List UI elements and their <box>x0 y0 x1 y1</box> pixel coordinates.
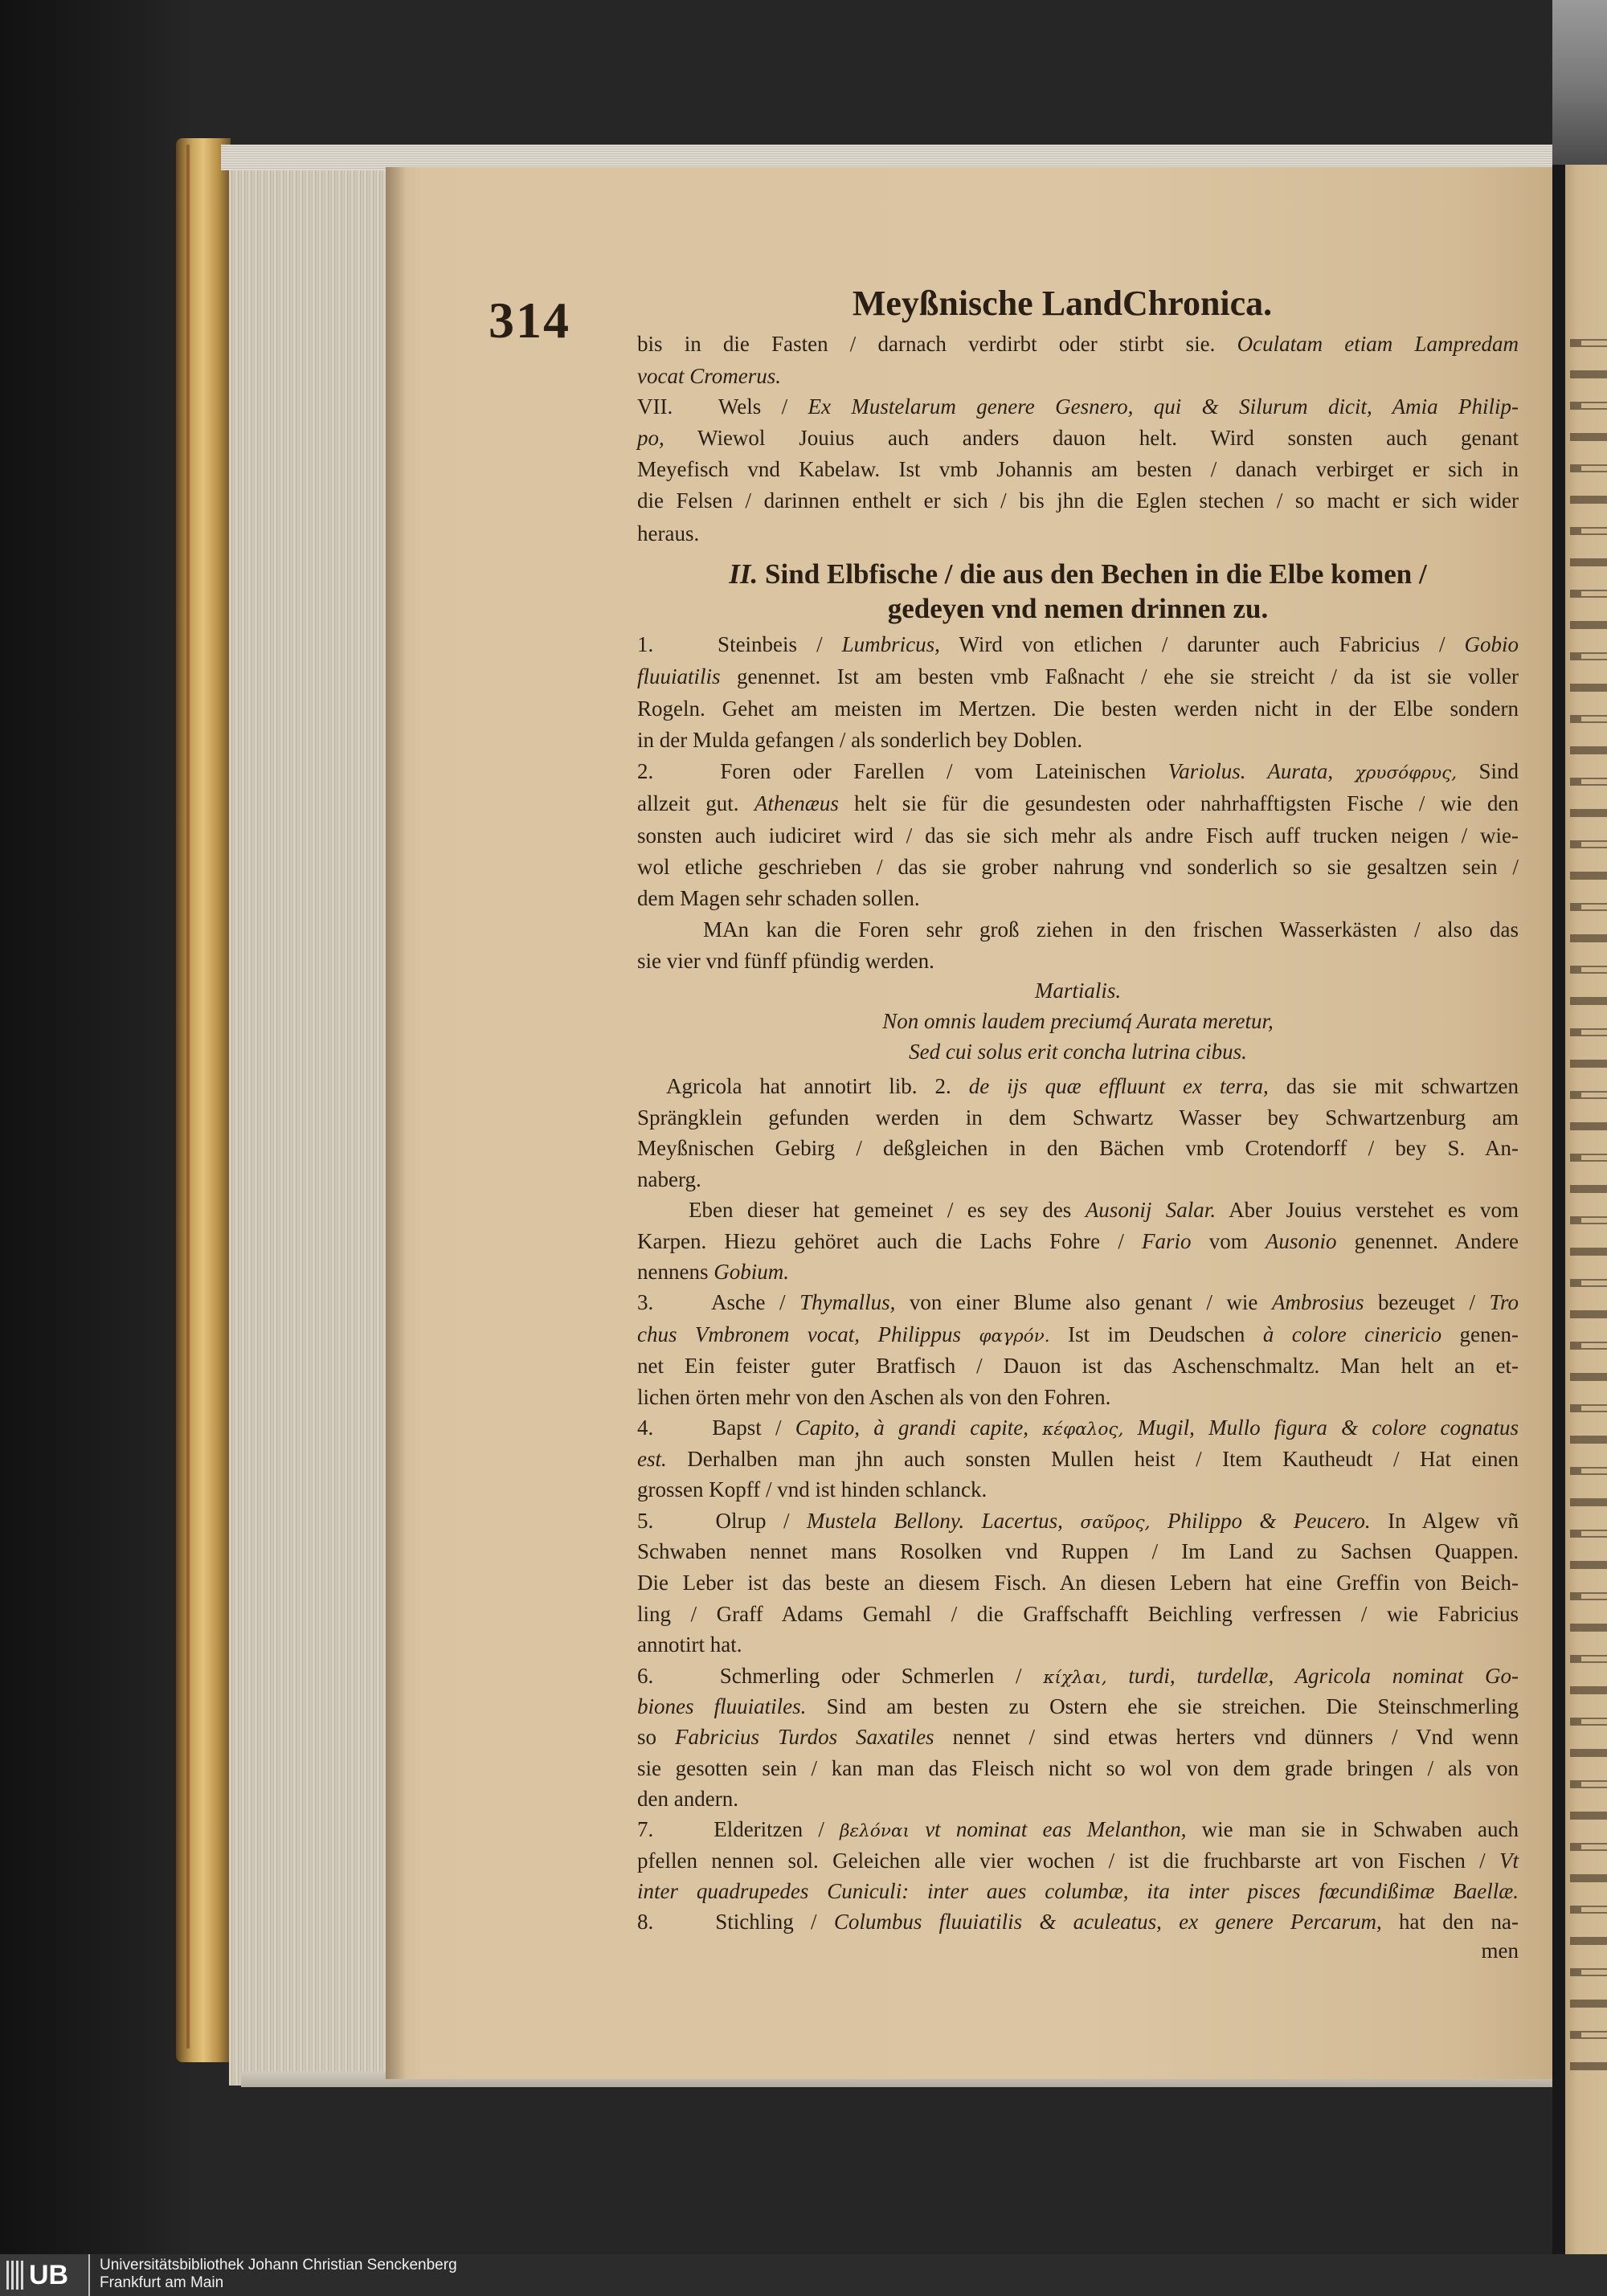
german-text: sonsten auch iudiciret wird / das sie sich mehr als andre Fisch auff trucken neigen / wie- <box>637 823 1519 848</box>
german-text: hat den na- <box>1399 1910 1519 1934</box>
german-text: MAn kan die Foren sehr groß ziehen in den frischen Wasserkästen / also das <box>703 917 1519 942</box>
german-text: Meyßnischen Gebirg / deßgleichen in den Bächen vmb Crotendorff / bey S. An- <box>637 1136 1519 1160</box>
text-line <box>637 1599 1519 1629</box>
text-line <box>637 852 1519 882</box>
latin-text: de ijs quæ effluunt ex terra, <box>968 1074 1269 1098</box>
german-text: sie gesotten sein / kan man das Fleisch nicht so wol von dem grade bringen / als von <box>637 1756 1519 1780</box>
latin-text: Fario <box>1142 1229 1192 1253</box>
text-line <box>637 454 1519 484</box>
german-text: Sind am besten zu Ostern ehe sie streichen. Die Steinschmerling <box>826 1694 1519 1718</box>
latin-text: po, <box>637 426 664 450</box>
latin-text: inter quadrupedes Cuniculi: inter aues columbæ, ita inter pisces fœcundißimæ Baellæ. <box>637 1879 1519 1903</box>
german-text: net Ein feister guter Bratfisch / Dauon ist das Aschenschmaltz. Man helt an et- <box>637 1354 1519 1378</box>
german-text: genennet. Andere <box>1354 1229 1519 1253</box>
latin-text: Philippo & Peucero. <box>1167 1509 1371 1533</box>
text-line <box>637 1935 1519 1966</box>
german-text: Karpen. Hiezu gehöret auch die Lachs Fohre / <box>637 1229 1124 1253</box>
german-text: In Algew vñ <box>1388 1509 1519 1533</box>
german-text: in der Mulda gefangen / als sonderlich bey Doblen. <box>637 728 1083 752</box>
german-text: naberg. <box>637 1167 701 1191</box>
german-text: von einer Blume also genant / wie <box>909 1290 1258 1314</box>
item-number: 6. <box>637 1664 654 1688</box>
footer-bar <box>0 2254 1607 2296</box>
logo-text: UB <box>29 2260 69 2290</box>
gutter-shadow <box>386 167 407 2079</box>
text-line <box>637 1691 1519 1722</box>
text-line <box>637 661 1519 692</box>
german-text: dem Magen sehr schaden sollen. <box>637 886 920 910</box>
text-line <box>637 946 1519 976</box>
text-line <box>637 788 1519 819</box>
text-line <box>637 1256 1519 1287</box>
text-line <box>637 914 1519 945</box>
german-text: helt sie für die gesundesten oder nahrhafftigsten Fische / wie den <box>854 791 1519 815</box>
german-text: Bapst / <box>712 1416 782 1440</box>
text-line <box>637 1474 1519 1505</box>
text-line <box>637 1226 1519 1256</box>
german-text: wol etliche geschrieben / das sie grober nahrung vnd sonderlich so sie gesaltzen sein / <box>637 855 1519 879</box>
greek-text: κίχλαι, <box>1043 1668 1107 1688</box>
german-text: grossen Kopff / vnd ist hinden schlanck. <box>637 1477 988 1501</box>
german-text: Elderitzen / <box>714 1817 824 1841</box>
text-line <box>637 1195 1519 1225</box>
text-line <box>637 391 1519 422</box>
latin-text: biones fluuiatiles. <box>637 1694 807 1718</box>
item-number: 5. <box>637 1509 654 1533</box>
german-text: Schwaben nennet mans Rosolken vnd Ruppen / Im Land zu Sachsen Quappen. <box>637 1539 1519 1563</box>
text-line <box>637 883 1519 913</box>
text-line <box>637 1783 1519 1814</box>
footer-text <box>100 2257 742 2294</box>
german-text: genennet. Ist am besten vmb Faßnacht / ehe sie streicht / da ist sie voller <box>737 664 1519 688</box>
latin-text: vt nominat eas Melanthon, <box>925 1817 1187 1841</box>
german-text: genen- <box>1459 1322 1519 1346</box>
text-line <box>637 1906 1519 1937</box>
text-line <box>637 693 1519 724</box>
latin-text: Ambrosius <box>1271 1290 1364 1314</box>
text-line <box>637 725 1519 755</box>
item-number: 7. <box>637 1817 654 1841</box>
latin-text: turdi, turdellæ, Agricola nominat Go- <box>1128 1664 1519 1688</box>
text-line <box>637 1036 1519 1067</box>
scan-background-top-right <box>1552 0 1607 165</box>
latin-text: Oculatam etiam Lampredam <box>1237 332 1519 356</box>
german-text: den andern. <box>637 1787 738 1811</box>
book-cover-edge <box>176 138 231 2062</box>
text-line <box>637 1164 1519 1195</box>
text-line <box>637 629 1519 660</box>
german-text: bis in die Fasten / darnach verdirbt oder stirbt sie. <box>637 332 1216 356</box>
latin-text: Gobio <box>1464 632 1519 656</box>
latin-text: Sed cui solus erit concha lutrina cibus. <box>909 1040 1247 1064</box>
greek-text: σαῦρος, <box>1080 1513 1151 1533</box>
latin-text: Tro <box>1489 1290 1519 1314</box>
latin-text: Mustela Bellony. Lacertus, <box>806 1509 1063 1533</box>
page-gap <box>1552 165 1565 2254</box>
logo-mark-icon <box>6 2261 24 2290</box>
german-text: ling / Graff Adams Gemahl / die Graffschafft Beichling verfressen / wie Fabricius <box>637 1602 1519 1626</box>
german-text: Schmerling oder Schmerlen / <box>719 1664 1022 1688</box>
text-line <box>637 329 1519 359</box>
german-text: sie vier vnd fünff pfündig werden. <box>637 949 934 973</box>
section-heading-line <box>637 556 1519 593</box>
text-line <box>637 1071 1519 1101</box>
latin-text: Athenæus <box>754 791 839 815</box>
german-text: gedeyen vnd nemen drinnen zu. <box>887 593 1269 624</box>
text-line <box>637 485 1519 516</box>
german-text: bezeuget / <box>1378 1290 1475 1314</box>
latin-text: à colore cinericio <box>1262 1322 1442 1346</box>
latin-text: chus Vmbronem vocat, Philippus <box>637 1322 961 1346</box>
german-text: Wels / <box>718 394 788 419</box>
german-text: Asche / <box>711 1290 786 1314</box>
library-logo <box>0 2254 90 2296</box>
german-text: lichen örten mehr von den Aschen als von den Fohren. <box>637 1385 1111 1409</box>
text-line <box>637 361 1519 391</box>
cover-headband <box>186 145 190 2049</box>
latin-text: II. <box>729 558 759 590</box>
german-text: Aber Jouius verstehet es vom <box>1229 1198 1519 1222</box>
german-text: pfellen nennen sol. Geleichen alle vier wochen / ist die fruchbarste art von Fischen / <box>637 1849 1486 1873</box>
page-number: 314 <box>489 292 570 349</box>
text-line <box>637 1876 1519 1906</box>
latin-text: Mugil, Mullo figura & colore cognatus <box>1137 1416 1519 1440</box>
german-text: Ist im Deudschen <box>1068 1322 1245 1346</box>
item-number: 3. <box>637 1290 654 1314</box>
text-line <box>637 1753 1519 1783</box>
german-text: Eben dieser hat gemeinet / es sey des <box>689 1198 1072 1222</box>
text-line <box>637 756 1519 786</box>
item-number: 4. <box>637 1416 654 1440</box>
latin-text: Non omnis laudem preciumq́ Aurata meretur, <box>882 1009 1274 1033</box>
institution-city: Frankfurt am Main <box>100 2274 224 2291</box>
scan-background-left <box>0 0 193 2254</box>
german-text: heraus. <box>637 521 700 545</box>
text-line <box>637 1536 1519 1567</box>
german-text: Meyefisch vnd Kabelaw. Ist vmb Johannis am besten / danach verbirget er sich in <box>637 457 1519 481</box>
german-text: Sind Elbfische / die aus den Bechen in die Elbe komen / <box>765 558 1427 590</box>
greek-text: κέφαλος, <box>1042 1420 1124 1440</box>
latin-text: Thymallus, <box>799 1290 896 1314</box>
item-number: 2. <box>637 759 654 783</box>
latin-text: Lumbricus, <box>841 632 940 656</box>
latin-text: Vt <box>1499 1849 1519 1873</box>
german-text: annotirt hat. <box>637 1632 742 1657</box>
running-head: Meyßnische LandChronica. <box>852 284 1273 323</box>
section-heading-line <box>637 590 1519 627</box>
greek-text: βελόναι <box>840 1821 910 1841</box>
latin-text: fluuiatilis <box>637 664 721 688</box>
german-text: Derhalben man jhn auch sonsten Mullen heist / Item Kautheudt / Hat einen <box>687 1447 1519 1471</box>
german-text: Sprängklein gefunden werden in dem Schwartz Wasser bey Schwartzenburg am <box>637 1105 1519 1130</box>
page-block-edge <box>229 151 388 2086</box>
german-text: nennet / sind etwas herters vnd dünners / Vnd wenn <box>952 1725 1519 1749</box>
text-line <box>637 1444 1519 1474</box>
german-text: Rogeln. Gehet am meisten im Mertzen. Die besten werden nicht in der Elbe sondern <box>637 697 1519 721</box>
german-text: Wiewol Jouius auch anders dauon helt. Wird sonsten auch genant <box>697 426 1519 450</box>
german-text: vom <box>1208 1229 1248 1253</box>
german-text: allzeit gut. <box>637 791 739 815</box>
item-number: VII. <box>637 394 673 419</box>
german-text: die Felsen / darinnen enthelt er sich / bis jhn die Eglen stechen / so macht er sich wider <box>637 488 1519 513</box>
institution-name: Universitätsbibliothek Johann Christian Senckenberg <box>100 2257 457 2274</box>
latin-text: Ausonij Salar. <box>1085 1198 1216 1222</box>
text-line <box>637 1567 1519 1598</box>
german-text: Steinbeis / <box>718 632 823 656</box>
text-line <box>637 1505 1519 1536</box>
text-line <box>637 1629 1519 1660</box>
text-line <box>637 1661 1519 1691</box>
german-text: das sie mit schwartzen <box>1286 1074 1519 1098</box>
german-text: Wird von etlichen / darunter auch Fabricius / <box>959 632 1445 656</box>
text-line <box>637 1319 1519 1350</box>
text-line <box>637 1382 1519 1412</box>
text-line <box>637 1412 1519 1443</box>
item-number: 1. <box>637 632 654 656</box>
latin-text: vocat Cromerus. <box>637 364 781 388</box>
text-line <box>637 1845 1519 1876</box>
adjacent-page-text-gaps <box>1581 329 1607 2089</box>
text-line <box>637 820 1519 851</box>
text-line <box>637 1133 1519 1163</box>
latin-text: Martialis. <box>1034 978 1122 1003</box>
greek-text: χρυσόφρυς, <box>1355 763 1458 783</box>
latin-text: Gobium. <box>714 1260 789 1284</box>
text-line <box>637 518 1519 549</box>
german-text: Agricola hat annotirt lib. 2. <box>666 1074 951 1098</box>
item-number: 8. <box>637 1910 654 1934</box>
latin-text: Variolus. Aurata, <box>1167 759 1334 783</box>
german-text: so <box>637 1725 657 1749</box>
german-text: men <box>1481 1939 1519 1963</box>
text-line <box>637 1350 1519 1381</box>
latin-text: est. <box>637 1447 667 1471</box>
latin-text: Ausonio <box>1265 1229 1337 1253</box>
text-line <box>637 1814 1519 1845</box>
text-line <box>637 423 1519 453</box>
latin-text: Capito, à grandi capite, <box>795 1416 1028 1440</box>
latin-text: Fabricius Turdos Saxatiles <box>675 1725 934 1749</box>
text-line <box>637 1102 1519 1133</box>
german-text: nennens <box>637 1260 709 1284</box>
german-text: Stichling / <box>715 1910 817 1934</box>
german-text: Sind <box>1478 759 1519 783</box>
german-text: Foren oder Farellen / vom Lateinischen <box>720 759 1147 783</box>
german-text: Olrup / <box>715 1509 790 1533</box>
adjacent-page-edge <box>1565 165 1607 2254</box>
german-text: Die Leber ist das beste an diesem Fisch. An diesen Lebern hat eine Greffin von Beich- <box>637 1571 1519 1595</box>
text-line <box>637 1722 1519 1752</box>
latin-text: Ex Mustelarum genere Gesnero, qui & Silurum dicit, Amia Philip- <box>808 394 1519 419</box>
latin-text: Columbus fluuiatilis & aculeatus, ex genere Percarum, <box>833 1910 1382 1934</box>
text-line <box>637 1287 1519 1318</box>
greek-text: φαγρόν. <box>979 1326 1050 1346</box>
text-line <box>637 1006 1519 1036</box>
text-line <box>637 975 1519 1006</box>
german-text: wie man sie in Schwaben auch <box>1201 1817 1519 1841</box>
